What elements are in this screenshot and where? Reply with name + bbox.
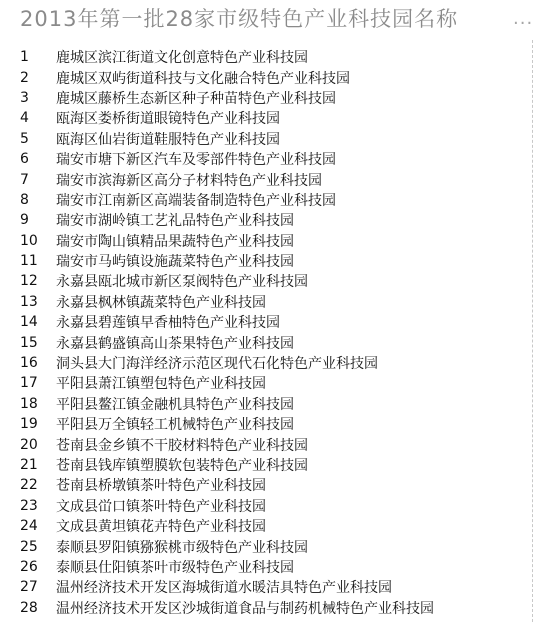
item-number: 12 — [20, 273, 38, 290]
item-number: 28 — [20, 599, 38, 616]
list-item — [0, 251, 530, 271]
item-name: 泰顺县仕阳镇茶叶市级特色产业科技园 — [56, 559, 294, 576]
item-name: 瑞安市塘下新区汽车及零部件特色产业科技园 — [56, 152, 336, 169]
item-name: 瑞安市滨海新区高分子材料特色产业科技园 — [56, 172, 322, 189]
list-item — [0, 516, 530, 536]
list-item — [0, 67, 530, 87]
list-item — [0, 414, 530, 434]
item-number: 19 — [20, 416, 38, 433]
list-item — [0, 557, 530, 577]
item-number: 17 — [20, 375, 38, 392]
item-number: 6 — [20, 151, 29, 168]
item-number: 3 — [20, 89, 29, 106]
item-number: 7 — [20, 171, 29, 188]
item-name: 瑞安市江南新区高端装备制造特色产业科技园 — [56, 192, 336, 209]
list-item — [0, 271, 530, 291]
item-name: 瑞安市陶山镇精品果蔬特色产业科技园 — [56, 233, 294, 250]
item-number: 13 — [20, 293, 38, 310]
list-item — [0, 577, 530, 597]
list-item — [0, 312, 530, 332]
item-name: 平阳县萧江镇塑包特色产业科技园 — [56, 376, 266, 393]
item-number: 11 — [20, 253, 38, 270]
list-item — [0, 332, 530, 352]
list-item — [0, 108, 530, 128]
item-name: 苍南县桥墩镇茶叶特色产业科技园 — [56, 478, 266, 495]
item-name: 温州经济技术开发区海城街道水暖洁具特色产业科技园 — [56, 580, 392, 597]
item-number: 24 — [20, 518, 38, 535]
item-name: 瑞安市马屿镇设施蔬菜特色产业科技园 — [56, 254, 294, 271]
item-name: 文成县峃口镇茶叶特色产业科技园 — [56, 498, 266, 515]
list-item — [0, 434, 530, 454]
item-number: 5 — [20, 130, 29, 147]
list-item — [0, 149, 530, 169]
item-name: 平阳县万全镇轻工机械特色产业科技园 — [56, 417, 294, 434]
item-name: 鹿城区双屿街道科技与文化融合特色产业科技园 — [56, 70, 350, 87]
item-number: 27 — [20, 579, 38, 596]
item-name: 文成县黄坦镇花卉特色产业科技园 — [56, 519, 266, 536]
park-list — [0, 47, 530, 618]
item-name: 永嘉县瓯北城市新区泵阀特色产业科技园 — [56, 274, 308, 291]
list-item — [0, 353, 530, 373]
item-name: 永嘉县枫林镇蔬菜特色产业科技园 — [56, 294, 266, 311]
item-number: 4 — [20, 110, 29, 127]
item-number: 21 — [20, 457, 38, 473]
item-name: 鹿城区滨江街道文化创意特色产业科技园 — [56, 50, 308, 67]
list-item — [0, 373, 530, 393]
item-number: 9 — [20, 212, 29, 229]
item-name: 永嘉县碧莲镇早香柚特色产业科技园 — [56, 315, 280, 332]
item-name: 温州经济技术开发区沙城街道食品与制药机械特色产业科技园 — [56, 600, 434, 617]
list-item — [0, 394, 530, 414]
list-item — [0, 598, 530, 618]
item-name: 洞头县大门海洋经济示范区现代石化特色产业科技园 — [56, 356, 378, 373]
item-name: 苍南县钱库镇塑膜软包装特色产业科技园 — [56, 458, 308, 474]
list-item — [0, 496, 530, 516]
list-item — [0, 292, 530, 312]
item-name: 泰顺县罗阳镇猕猴桃市级特色产业科技园 — [56, 539, 308, 556]
list-item — [0, 88, 530, 108]
item-name: 永嘉县鹤盛镇高山茶果特色产业科技园 — [56, 335, 294, 352]
item-number: 2 — [20, 69, 29, 86]
list-item — [0, 536, 530, 556]
list-item — [0, 190, 530, 210]
list-item — [0, 129, 530, 149]
page-title: 2013年第一批28家市级特色产业科技园名称 — [20, 7, 459, 31]
list-item — [0, 455, 530, 475]
list-item — [0, 210, 530, 230]
item-number: 8 — [20, 191, 29, 208]
page-divider — [532, 40, 533, 622]
more-indicator: ... — [513, 8, 534, 29]
item-number: 1 — [20, 49, 29, 66]
item-name: 平阳县鳌江镇金融机具特色产业科技园 — [56, 396, 294, 413]
item-number: 20 — [20, 436, 38, 453]
item-number: 15 — [20, 334, 38, 351]
item-name: 苍南县金乡镇不干胶材料特色产业科技园 — [56, 437, 308, 454]
list-item — [0, 47, 530, 67]
item-name: 瑞安市湖岭镇工艺礼品特色产业科技园 — [56, 213, 294, 230]
list-item — [0, 231, 530, 251]
item-number: 14 — [20, 314, 38, 331]
list-item — [0, 475, 530, 495]
item-name: 鹿城区藤桥生态新区种子种苗特色产业科技园 — [56, 90, 336, 107]
item-name: 瓯海区仙岩街道鞋服特色产业科技园 — [56, 131, 280, 148]
item-number: 16 — [20, 355, 38, 372]
item-number: 10 — [20, 232, 38, 249]
item-number: 23 — [20, 497, 38, 514]
item-number: 18 — [20, 395, 38, 412]
list-item — [0, 169, 530, 189]
item-name: 瓯海区娄桥街道眼镜特色产业科技园 — [56, 111, 280, 128]
item-number: 22 — [20, 477, 38, 494]
item-number: 25 — [20, 538, 38, 555]
item-number: 26 — [20, 558, 38, 575]
